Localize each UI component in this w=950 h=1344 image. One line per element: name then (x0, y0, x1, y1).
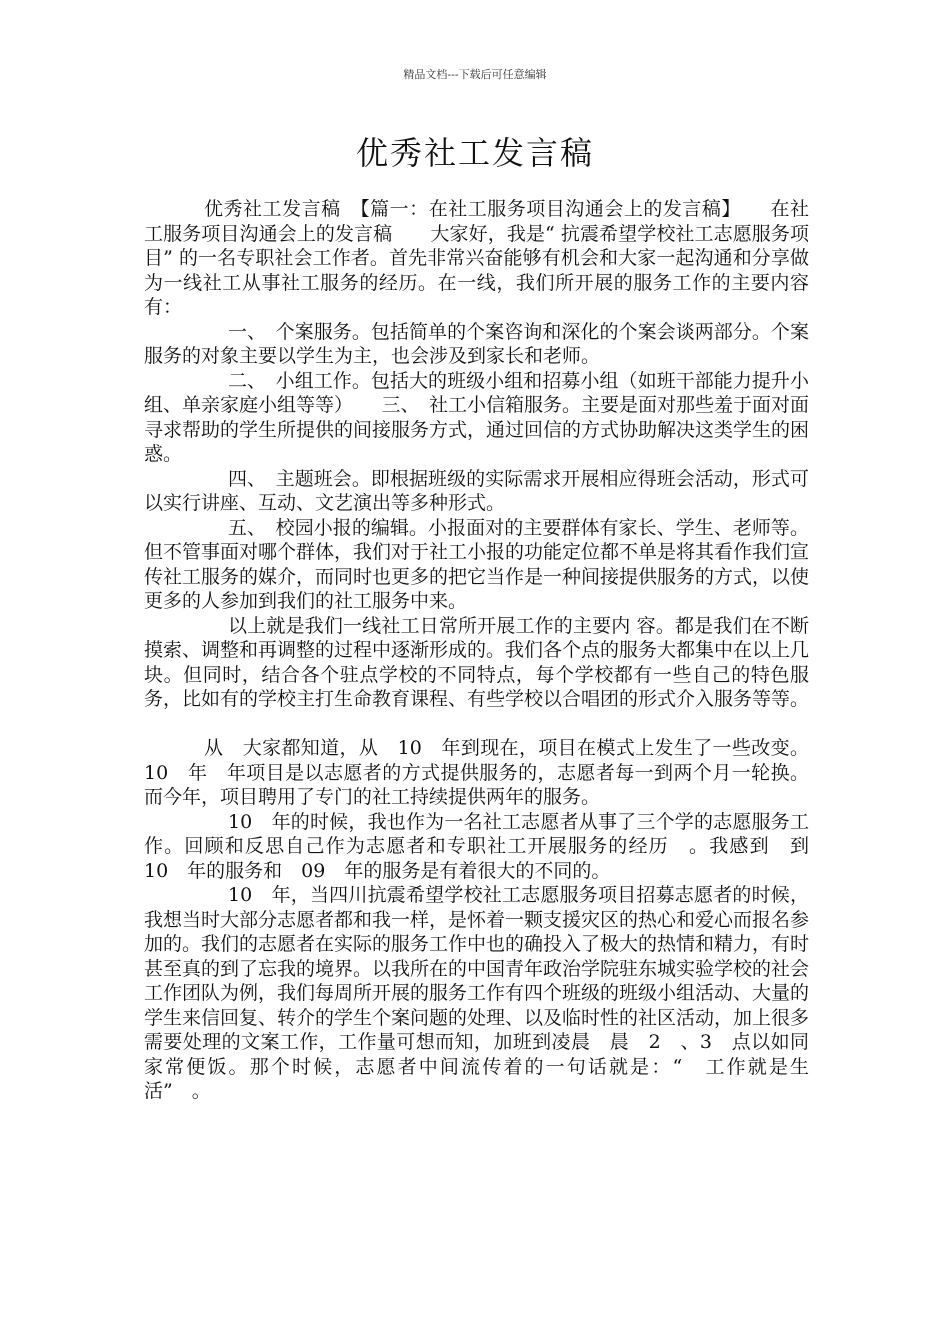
header-note: 精品文档---下载后可任意编辑 (403, 68, 547, 81)
paragraph-summary: 以上就是我们一线社工日常所开展工作的主要内 容。都是我们在不断摸索、调整和再调整的过程中逐渐形成的。我们各个点的服务大都集中在以上几块。但同时，结合各个驻点学校的不同特点，每个学校都有一些自己的特色服务，比如有的学校主打生命教育课程、有些学校以合唱团的形式介入服务等等。 (144, 614, 810, 710)
paragraph-item-4: 四、 主题班会。即根据班级的实际需求开展相应得班会活动，形式可以实行讲座、互动、文艺演出等多种形式。 (144, 467, 809, 514)
paragraph-gap (144, 712, 809, 737)
paragraph-item-1: 一、 个案服务。包括简单的个案咨询和深化的个案会谈两部分。个案服务的对象主要以学生为主，也会涉及到家长和老师。 (144, 320, 809, 367)
paragraph-changes: 从 大家都知道，从 10 年到现在，项目在模式上发生了一些改变。10 年 年项目是以志愿者的方式提供服务的，志愿者每一到两个月一轮换。而今年，项目聘用了专门的社工持续提供两年的服务。 (144, 737, 809, 808)
document-body (144, 197, 829, 1104)
paragraph-item-2: 二、 小组工作。包括大的班级小组和招募小组（如班干部能力提升小组、单亲家庭小组等等） 三、 社工小信箱服务。主要是面对那些羞于面对面寻求帮助的学生所提供的间接服务方式，通过回信的方式协助解决这类学生的困惑。 (144, 369, 810, 465)
paragraph-reflection: 10 年的时候，我也作为一名社工志愿者从事了三个学的志愿服务工作。回顾和反思自己作为志愿者和专职社工开展服务的经历 。我感到 到 10 年的服务和 09 年的服务是有着很大的不同的。 (144, 810, 829, 882)
paragraph-experience: 10 年，当四川抗震希望学校社工志愿服务项目招募志愿者的时候，我想当时大部分志愿者都和我一样，是怀着一颗支援灾区的热心和爱心而报名参加的。我们的志愿者在实际的服务工作中也的确投入了极大的热情和精力，有时甚至真的到了忘我的境界。以我所在的中国青年政治学院驻东城实验学校的社会工作团队为例，我们每周所开展的服务工作有四个班级的班级小组活动、大量的学生来信回复、转介的学生个案问题的处理、以及临时性的社区活动，加上很多需要处理的文案工作，工作量可想而知，加班到凌晨 晨 2 、3 点以如同家常便饭。那个时候，志愿者中间流传着的一句话就是：“ 工作就是生活” 。 (144, 884, 810, 1102)
paragraph-item-5: 五、 校园小报的编辑。小报面对的主要群体有家长、学生、老师等。但不管事面对哪个群体，我们对于社工小报的功能定位都不单是将其看作我们宣传社工服务的媒介，而同时也更多的把它当作是一种间接提供服务的方式，以使更多的人参加到我们的社工服务中来。 (144, 516, 810, 612)
document-title: 优秀社工发言稿 (355, 134, 594, 172)
paragraph-intro: 优秀社工发言稿 【篇一：在社工服务项目沟通会上的发言稿】 在社工服务项目沟通会上的发言稿 大家好，我是“ 抗震希望学校社工志愿服务项目” 的一名专职社会工作者。首先非常兴奋能够有机会和大家一起沟通和分享做为一线社工从事社工服务的经历。在一线，我们所开展的服务工作的主要内容有： (144, 198, 809, 318)
